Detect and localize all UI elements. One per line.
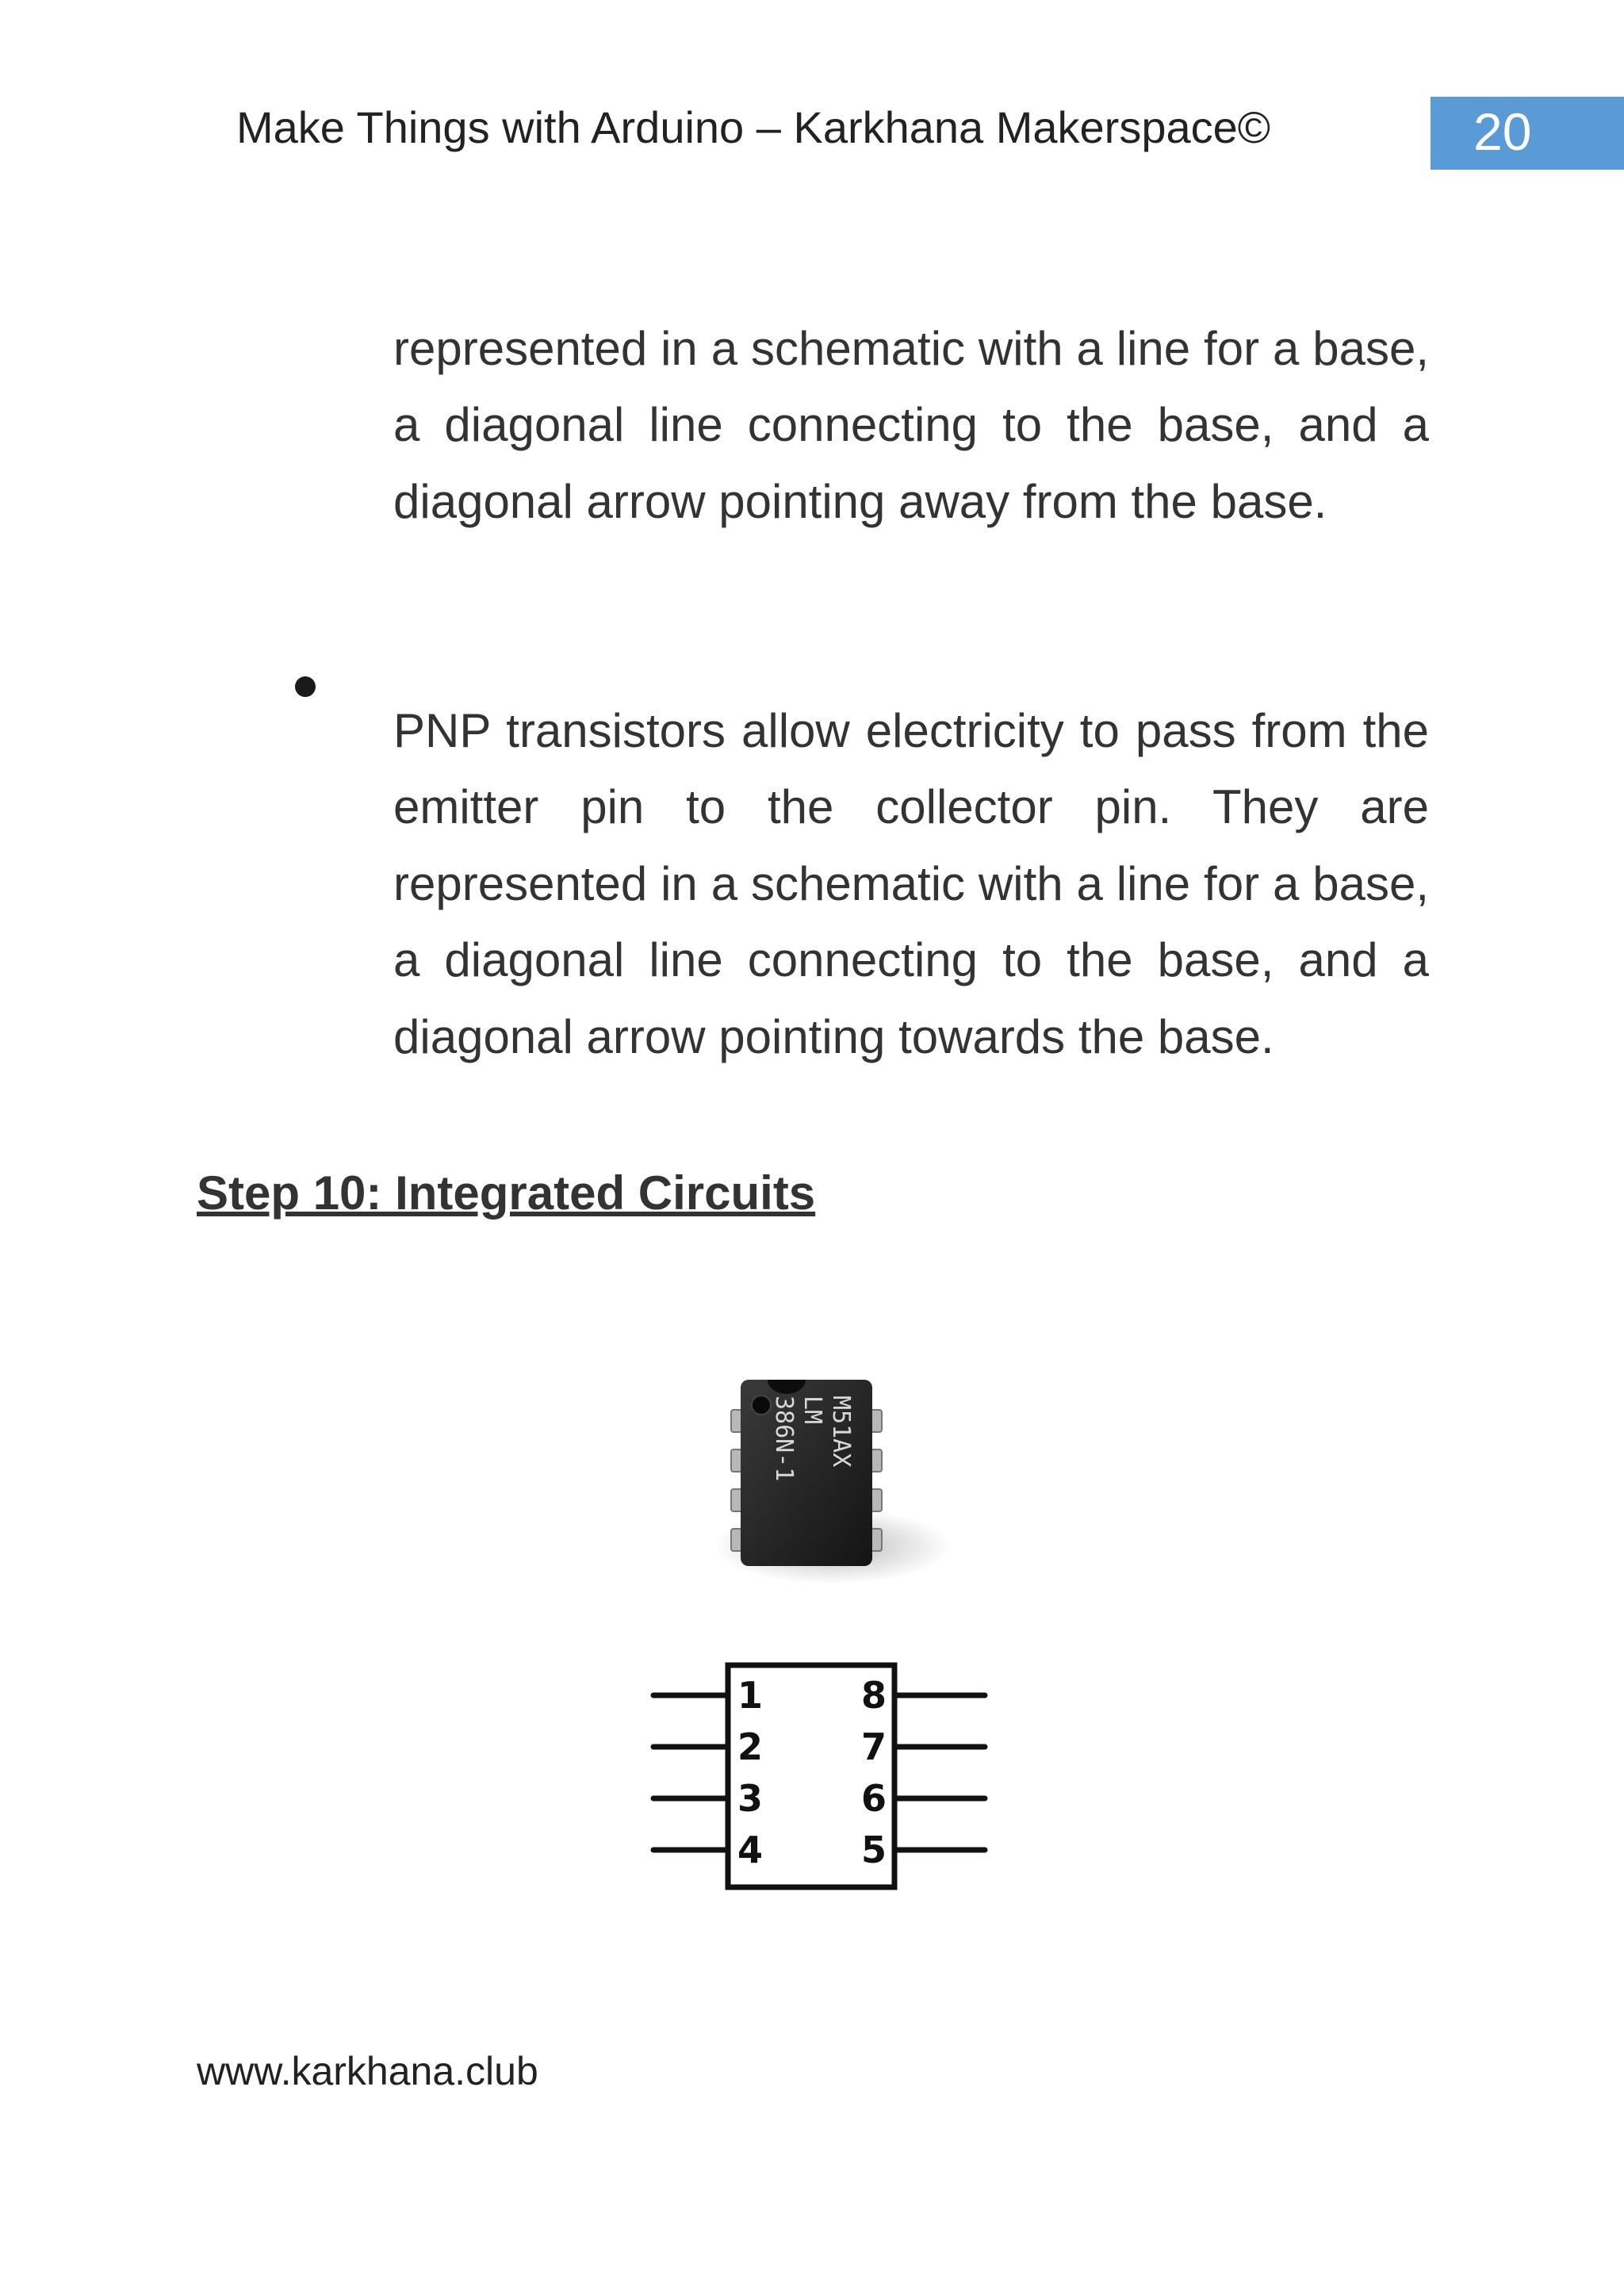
- pin-label-4: 4: [737, 1829, 764, 1871]
- paragraph-npn-continued: represented in a schematic with a line for a base, a diagonal line connecting to the base, and a diagonal arrow pointing away from the base.: [393, 322, 1429, 528]
- pin-label-3: 3: [737, 1777, 764, 1820]
- bullet-icon: [295, 676, 316, 697]
- pinout-graphic: [649, 1657, 990, 1895]
- page-number: 20: [1473, 102, 1532, 161]
- paragraph-pnp: PNP transistors allow electricity to pass from the emitter pin to the collector pin. They are represented in a schematic with a line for a base, a diagonal line connecting to the base, and a diagonal arrow pointing towards the base.: [393, 704, 1429, 1063]
- pin-label-7: 7: [861, 1725, 887, 1768]
- pin-label-1: 1: [737, 1674, 764, 1717]
- pin-label-5: 5: [861, 1829, 887, 1871]
- pin-label-8: 8: [861, 1674, 887, 1717]
- step-heading: Step 10: Integrated Circuits: [197, 1166, 816, 1220]
- dip8-pinout-diagram: [649, 1657, 990, 1899]
- ic-chip-photo: [682, 1348, 967, 1610]
- header-title: Make Things with Arduino – Karkhana Makerspace©: [236, 102, 1271, 152]
- pin-label-6: 6: [861, 1777, 887, 1820]
- pin-label-2: 2: [737, 1725, 764, 1768]
- footer-url: www.karkhana.club: [197, 2049, 538, 2093]
- page-number-badge: [1431, 97, 1624, 170]
- chip-marking-logo: M51AX: [827, 1396, 855, 1468]
- chip-marking-line3: 386N-1: [770, 1396, 798, 1482]
- chip-photo-graphic: [682, 1348, 967, 1610]
- chip-marking-line2: LM: [799, 1396, 826, 1425]
